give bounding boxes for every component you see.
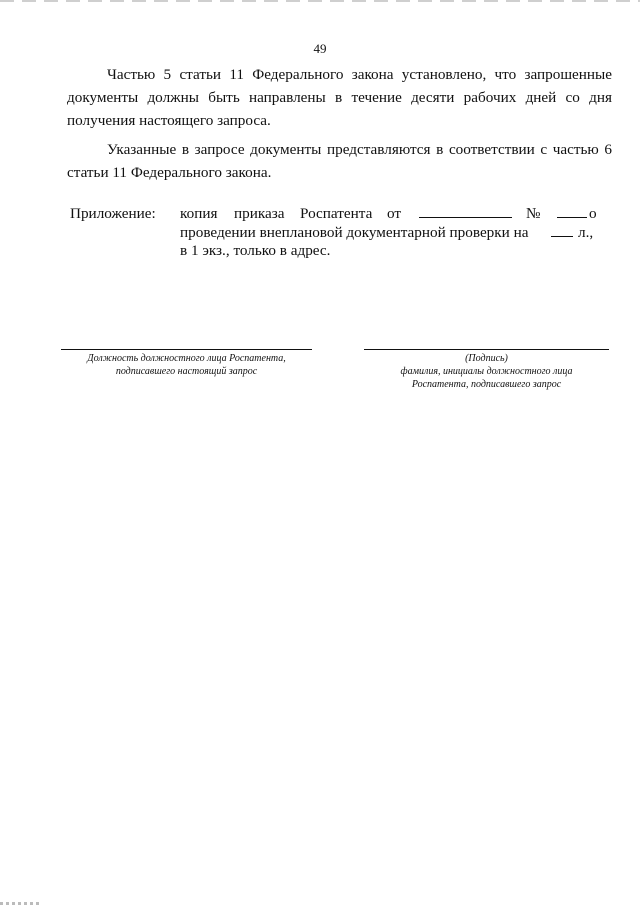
appendix-word-about: о [589,205,597,222]
appendix-word-copy: копия [180,205,218,222]
paragraph-documents: Указанные в запросе документы представляются в соответствии с частью 6 статьи 11 Федерального закона. [67,141,612,181]
signature-caption-line-1: (Подпись) [465,353,508,364]
appendix-number-blank [557,205,587,223]
signer-position-line [61,349,312,350]
signer-position-caption [61,352,312,378]
paragraph-deadline: Частью 5 статьи 11 Федерального закона установлено, что запрошенные документы должны быть направлены в течение десяти рабочих дней со дня получения настоящего запроса. [67,66,612,129]
signature-caption-line-3: Роспатента, подписавшего запрос [411,379,562,390]
signature-caption-line-2: фамилия, инициалы должностного лица [400,366,573,377]
page-top-edge [0,0,640,2]
appendix-word-rospatent: Роспатента [300,205,373,222]
appendix-word-order: приказа [234,205,285,222]
appendix-line-3-text: в 1 экз., только в адрес. [180,242,331,259]
signature-line [364,349,609,350]
signer-position-caption-line-2: подписавшего настоящий запрос [115,366,258,377]
signature-caption [364,352,609,391]
appendix-date-blank [419,205,512,223]
appendix-label: Приложение: [70,205,156,222]
appendix-word-from: от [387,205,402,222]
page-number: 49 [313,41,327,56]
appendix-line-2-text: проведении внеплановой документарной проверки на [180,224,529,241]
appendix-number-sign: № [526,205,541,222]
appendix-line-2-suffix: л., [578,224,594,241]
signer-position-caption-line-1: Должность должностного лица Роспатента, [87,353,286,364]
appendix-pages-blank [551,224,573,242]
